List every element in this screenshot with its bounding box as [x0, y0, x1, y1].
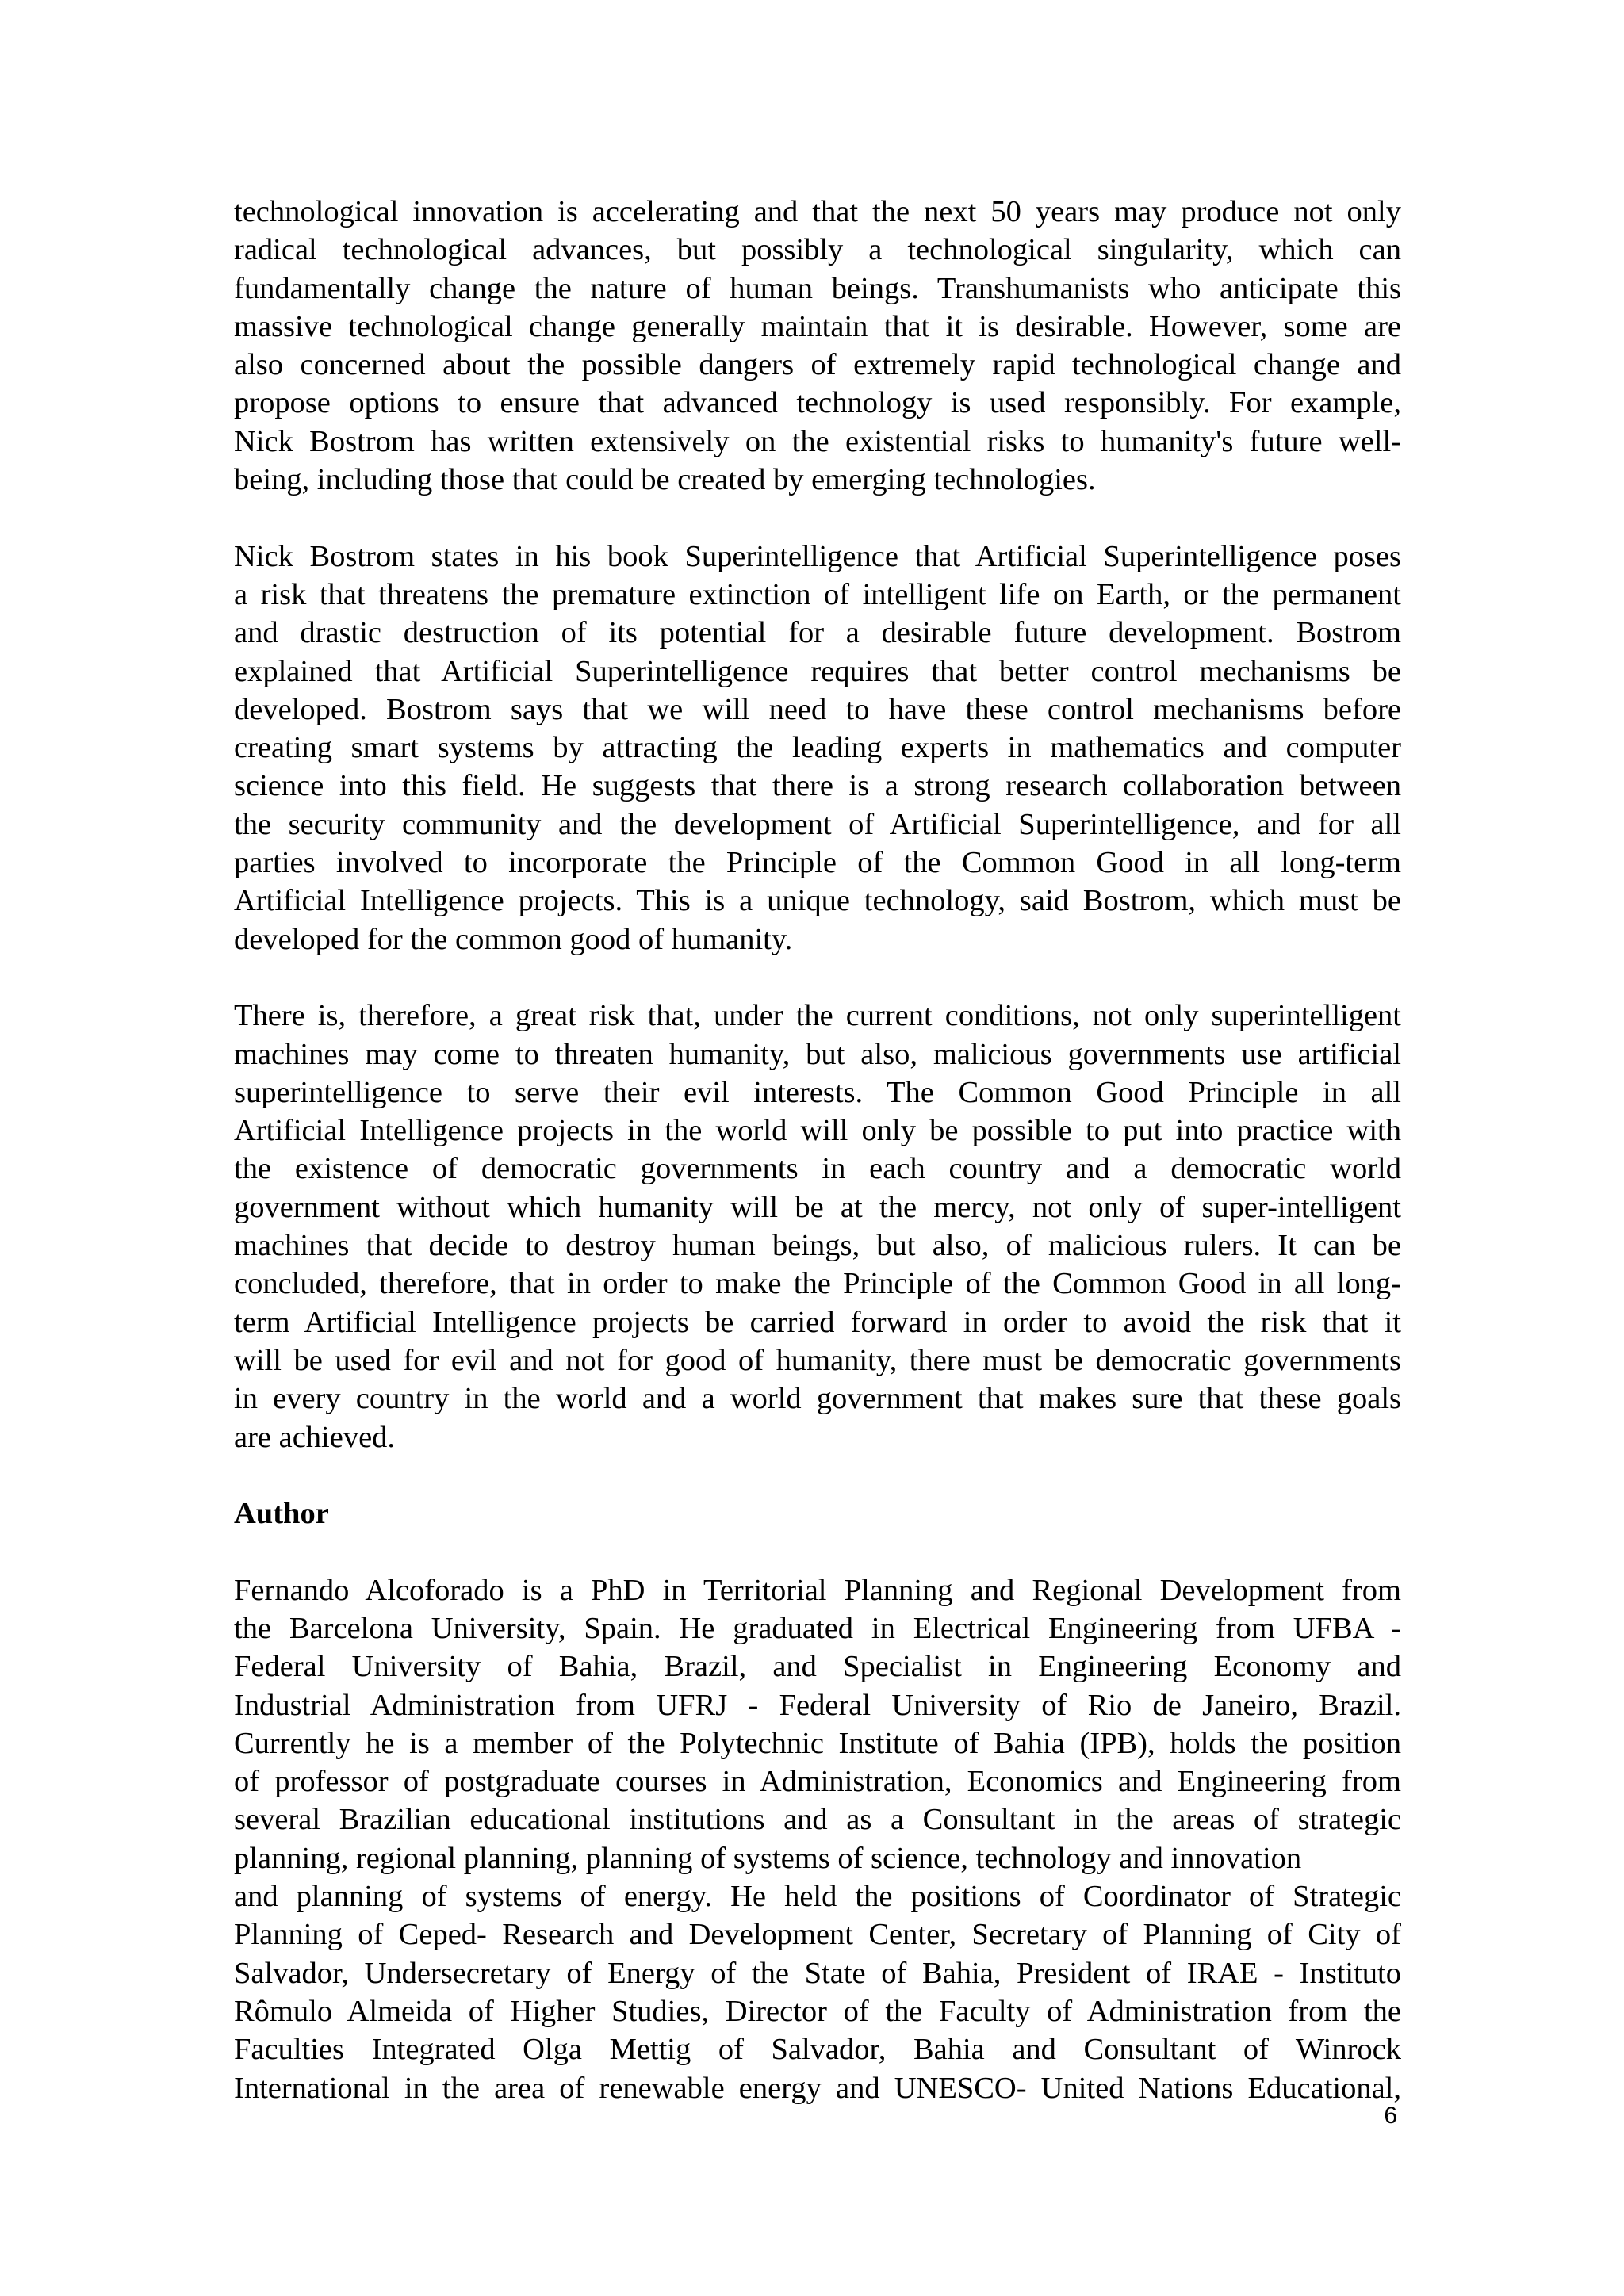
text-line: are achieved. [234, 1420, 396, 1454]
paragraph-bostrom [234, 538, 1401, 959]
paragraph-author-bio [234, 1571, 1401, 2107]
text-line: planning, regional planning, planning of systems of science, technology and innovation [234, 1841, 1302, 1875]
text-line: explained that Artificial Superintelligence requires that better control mechanisms be [234, 654, 1401, 688]
body-text [234, 193, 1401, 2145]
text-line: and drastic destruction of its potential for a desirable future development. Bostrom [234, 616, 1401, 650]
text-line: Fernando Alcoforado is a PhD in Territorial Planning and Regional Development from [234, 1573, 1401, 1607]
text-line: fundamentally change the nature of human beings. Transhumanists who anticipate this [234, 271, 1401, 305]
text-line: technological innovation is accelerating and that the next 50 years may produce not only [234, 195, 1401, 228]
text-line: will be used for evil and not for good of humanity, there must be democratic governments [234, 1343, 1401, 1377]
text-line: Currently he is a member of the Polytechnic Institute of Bahia (IPB), holds the position [234, 1726, 1401, 1760]
text-line: International in the area of renewable energy and UNESCO- United Nations Educational, [234, 2071, 1401, 2105]
text-line: Artificial Intelligence projects. This is a unique technology, said Bostrom, which must be [234, 884, 1401, 918]
text-line: Nick Bostrom has written extensively on the existential risks to humanity's future well- [234, 424, 1401, 458]
text-line: concluded, therefore, that in order to make the Principle of the Common Good in all long- [234, 1267, 1401, 1301]
text-line: massive technological change generally maintain that it is desirable. However, some are [234, 309, 1401, 343]
text-line: the Barcelona University, Spain. He graduated in Electrical Engineering from UFBA - [234, 1611, 1401, 1645]
text-line: Nick Bostrom states in his book Superintelligence that Artificial Superintelligence poses [234, 539, 1401, 573]
text-line: developed for the common good of humanity. [234, 922, 793, 956]
text-line: a risk that threatens the premature extinction of intelligent life on Earth, or the permanent [234, 577, 1401, 611]
page-number: 6 [1384, 2103, 1397, 2129]
text-line: radical technological advances, but possibly a technological singularity, which can [234, 233, 1401, 267]
text-line: Industrial Administration from UFRJ - Federal University of Rio de Janeiro, Brazil. [234, 1688, 1401, 1722]
text-line: the existence of democratic governments in each country and a democratic world [234, 1152, 1401, 1186]
text-line: creating smart systems by attracting the leading experts in mathematics and computer [234, 731, 1401, 765]
text-line: Faculties Integrated Olga Mettig of Salvador, Bahia and Consultant of Winrock [234, 2033, 1401, 2067]
text-line: developed. Bostrom says that we will need to have these control mechanisms before [234, 692, 1401, 726]
text-line: superintelligence to serve their evil interests. The Common Good Principle in all [234, 1075, 1401, 1109]
section-heading-author: Author [234, 1497, 329, 1531]
text-line: term Artificial Intelligence projects be carried forward in order to avoid the risk that it [234, 1305, 1401, 1339]
text-line: the security community and the development of Artificial Superintelligence, and for all [234, 807, 1401, 841]
text-line: machines that decide to destroy human beings, but also, of malicious rulers. It can be [234, 1229, 1401, 1263]
text-line: Planning of Ceped- Research and Development Center, Secretary of Planning of City of [234, 1918, 1401, 1952]
text-line: being, including those that could be created by emerging technologies. [234, 463, 1096, 497]
text-line: and planning of systems of energy. He held the positions of Coordinator of Strategic [234, 1880, 1401, 1914]
text-line: Salvador, Undersecretary of Energy of the State of Bahia, President of IRAE - Instituto [234, 1956, 1401, 1990]
text-line: government without which humanity will be at the mercy, not only of super-intelligent [234, 1190, 1401, 1224]
text-line: machines may come to threaten humanity, but also, malicious governments use artificial [234, 1037, 1401, 1071]
text-line: of professor of postgraduate courses in Administration, Economics and Engineering from [234, 1765, 1401, 1799]
text-line: parties involved to incorporate the Principle of the Common Good in all long-term [234, 846, 1401, 880]
paragraph-transhumanism [234, 193, 1401, 499]
text-line: There is, therefore, a great risk that, under the current conditions, not only superintelligent [234, 999, 1401, 1033]
paragraph-risk [234, 997, 1401, 1456]
text-line: Rômulo Almeida of Higher Studies, Director of the Faculty of Administration from the [234, 1994, 1401, 2028]
text-line: science into this field. He suggests that there is a strong research collaboration between [234, 769, 1401, 803]
text-line: several Brazilian educational institutions and as a Consultant in the areas of strategic [234, 1803, 1401, 1837]
text-line: in every country in the world and a world government that makes sure that these goals [234, 1382, 1401, 1416]
text-line: Federal University of Bahia, Brazil, and Specialist in Engineering Economy and [234, 1650, 1401, 1684]
text-line: also concerned about the possible dangers of extremely rapid technological change and [234, 348, 1401, 382]
text-line: Artificial Intelligence projects in the world will only be possible to put into practice with [234, 1114, 1401, 1148]
text-line: propose options to ensure that advanced technology is used responsibly. For example, [234, 386, 1401, 420]
